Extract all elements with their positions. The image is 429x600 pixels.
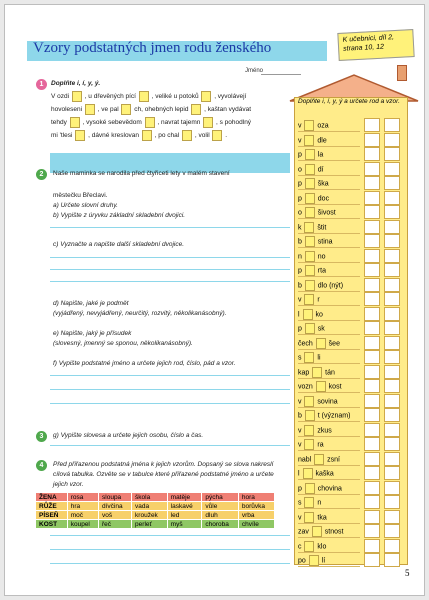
word-text: p sk: [298, 323, 325, 334]
table-row: [36, 511, 275, 520]
letter-blank[interactable]: [305, 265, 315, 276]
letter-blank[interactable]: [305, 251, 315, 262]
word-text: b t (význam): [298, 410, 350, 421]
pattern-box[interactable]: [384, 321, 400, 335]
letter-blank[interactable]: [304, 439, 314, 450]
letter-blank[interactable]: [182, 130, 192, 141]
word-row: [298, 437, 406, 451]
textbook-note: K učebnici, díl 2, strana 10, 12: [337, 29, 414, 61]
word-text: l kaška: [298, 468, 334, 479]
letter-blank[interactable]: [314, 454, 324, 465]
pattern-box[interactable]: [384, 510, 400, 524]
word-row: [298, 133, 406, 147]
exercise-number-2: 2: [36, 169, 47, 180]
word-text: s li: [298, 352, 321, 363]
table-cell: perleť: [132, 520, 168, 529]
gender-box[interactable]: [364, 292, 380, 306]
page-title: Vzory podstatných jmen rodu ženského: [33, 40, 272, 56]
ex2-d: d) Napište, jaké je podmět: [53, 300, 129, 307]
letter-blank[interactable]: [305, 236, 315, 247]
answer-line[interactable]: [50, 375, 290, 376]
word-row: [298, 379, 406, 393]
letter-blank[interactable]: [316, 338, 326, 349]
table-cell: vada: [132, 502, 168, 511]
word-text: l ko: [298, 309, 323, 320]
word-text: v ra: [298, 439, 324, 450]
word-row: [298, 191, 406, 205]
letter-blank[interactable]: [304, 425, 314, 436]
table-cell: chvíle: [238, 520, 274, 529]
answer-line[interactable]: [50, 549, 290, 550]
table-cell: hra: [67, 502, 98, 511]
pattern-box[interactable]: [384, 263, 400, 277]
letter-blank[interactable]: [201, 91, 211, 102]
pattern-box[interactable]: [384, 524, 400, 538]
table-cell: moč: [67, 511, 98, 520]
ex2-intro-2: městečku Břeclavi.: [53, 192, 108, 199]
letter-blank[interactable]: [191, 104, 201, 115]
ex2-f: f) Vypište podstatné jméno a určete jejich rod, číslo, pád a vzor.: [53, 360, 236, 367]
pattern-box[interactable]: [384, 408, 400, 422]
pattern-box[interactable]: [384, 350, 400, 364]
table-cell: vrba: [238, 511, 274, 520]
word-text: v sovina: [298, 396, 338, 407]
pattern-box[interactable]: [384, 205, 400, 219]
letter-blank[interactable]: [72, 91, 82, 102]
word-row: [298, 553, 406, 567]
answer-line[interactable]: [50, 389, 290, 390]
ex1-line: V ozdi , u dřevěných pící , veliké u potoků , vyvolávejí: [51, 91, 289, 102]
pattern-box[interactable]: [384, 278, 400, 292]
table-cell: dívčina: [99, 502, 132, 511]
letter-blank[interactable]: [75, 130, 85, 141]
gender-box[interactable]: [364, 263, 380, 277]
letter-blank[interactable]: [304, 222, 314, 233]
word-text: c klo: [298, 541, 326, 552]
pattern-box[interactable]: [384, 379, 400, 393]
letter-blank[interactable]: [316, 381, 326, 392]
pattern-box[interactable]: [384, 437, 400, 451]
letter-blank[interactable]: [304, 294, 314, 305]
pattern-box[interactable]: [384, 118, 400, 132]
table-cell: pýcha: [202, 493, 238, 502]
word-text: kap tán: [298, 367, 335, 378]
ex2-a: a) Určete slovní druhy.: [53, 202, 118, 209]
gender-box[interactable]: [364, 408, 380, 422]
letter-blank[interactable]: [305, 207, 315, 218]
word-row: [298, 118, 406, 132]
gender-box[interactable]: [364, 379, 380, 393]
ex4-text: Před přiřazenou podstatná jména k jejich vzorům. Dopsaný se slova nakreslí cílová tabulka. Ozvěte se v tabulce které přiřazené podstatné jméno a určete jejich vzor.: [53, 461, 274, 488]
gender-box[interactable]: [364, 176, 380, 190]
word-row: [298, 510, 406, 524]
table-cell: myš: [167, 520, 202, 529]
pattern-name: KOST: [36, 520, 68, 529]
table-row: [36, 493, 275, 502]
table-cell: rosa: [67, 493, 98, 502]
pattern-box[interactable]: [384, 394, 400, 408]
letter-blank[interactable]: [203, 117, 213, 128]
ex2-intro: Naše maminka se narodila před čtyřiceti lety v malém stavení: [53, 170, 230, 177]
pattern-box[interactable]: [384, 133, 400, 147]
gender-box[interactable]: [364, 234, 380, 248]
gender-box[interactable]: [364, 133, 380, 147]
gender-box[interactable]: [364, 495, 380, 509]
ex2-c: c) Vyznačte a napište další skladební dvojice.: [53, 241, 185, 248]
word-text: b stina: [298, 236, 333, 247]
word-row: [298, 481, 406, 495]
word-row: [298, 524, 406, 538]
word-row: [298, 162, 406, 176]
pattern-box[interactable]: [384, 292, 400, 306]
letter-blank[interactable]: [70, 117, 80, 128]
word-text: v oza: [298, 120, 329, 131]
word-text: p rta: [298, 265, 326, 276]
word-text: v dle: [298, 135, 327, 146]
gender-box[interactable]: [364, 466, 380, 480]
word-text: k štit: [298, 222, 326, 233]
table-row: [36, 502, 275, 511]
word-row: [298, 176, 406, 190]
letter-blank[interactable]: [303, 309, 313, 320]
word-text: čech šee: [298, 338, 340, 349]
gender-box[interactable]: [364, 220, 380, 234]
word-row: [298, 205, 406, 219]
pattern-box[interactable]: [384, 307, 400, 321]
gender-box[interactable]: [364, 452, 380, 466]
letter-blank[interactable]: [121, 104, 131, 115]
answer-line[interactable]: [50, 563, 290, 564]
table-cell: matěje: [167, 493, 202, 502]
word-text: nabl zsní: [298, 454, 340, 465]
word-row: [298, 452, 406, 466]
table-cell: led: [167, 511, 202, 520]
word-text: o dí: [298, 164, 324, 175]
word-row: [298, 263, 406, 277]
word-row: [298, 147, 406, 161]
pattern-box[interactable]: [384, 452, 400, 466]
ex1-line: tehdy , vysoké sebevědom , navrat tajemn , s pohodlný: [51, 117, 289, 128]
word-text: p la: [298, 149, 323, 160]
letter-blank[interactable]: [305, 149, 315, 160]
word-text: vozn kost: [298, 381, 342, 392]
word-text: o šivost: [298, 207, 336, 218]
table-cell: koupel: [67, 520, 98, 529]
gender-box[interactable]: [364, 147, 380, 161]
letter-blank[interactable]: [139, 91, 149, 102]
gender-box[interactable]: [364, 524, 380, 538]
letter-blank[interactable]: [305, 193, 315, 204]
pattern-name: ŽENA: [36, 493, 68, 502]
word-row: [298, 307, 406, 321]
gender-box[interactable]: [364, 249, 380, 263]
gender-box[interactable]: [364, 336, 380, 350]
word-row: [298, 321, 406, 335]
word-row: [298, 234, 406, 248]
letter-blank[interactable]: [304, 352, 314, 363]
gender-box[interactable]: [364, 437, 380, 451]
letter-blank[interactable]: [142, 130, 152, 141]
letter-blank[interactable]: [304, 497, 314, 508]
pattern-box[interactable]: [384, 423, 400, 437]
gender-box[interactable]: [364, 423, 380, 437]
table-cell: dluh: [202, 511, 238, 520]
letter-blank[interactable]: [85, 104, 95, 115]
word-text: b dlo (nýt): [298, 280, 343, 291]
gender-box[interactable]: [364, 321, 380, 335]
ex2-d2: (vyjádřený, nevyjádřený, neurčitý, rozvitý, několikanásobný).: [53, 310, 227, 317]
table-cell: vůle: [202, 502, 238, 511]
letter-blank[interactable]: [304, 512, 314, 523]
letter-blank[interactable]: [309, 555, 319, 566]
word-row: [298, 495, 406, 509]
table-cell: hora: [238, 493, 274, 502]
answer-line[interactable]: [50, 403, 290, 404]
pattern-box[interactable]: [384, 176, 400, 190]
answer-line[interactable]: [50, 445, 290, 446]
gender-box[interactable]: [364, 118, 380, 132]
table-cell: kroužek: [132, 511, 168, 520]
table-cell: laskavé: [167, 502, 202, 511]
ex1-line: hovoleseni , ve pal ch, ohebných lepid , kaštan vydávat: [51, 104, 289, 115]
letter-blank[interactable]: [312, 367, 322, 378]
word-row: [298, 292, 406, 306]
word-row: [298, 336, 406, 350]
table-cell: sloupa: [99, 493, 132, 502]
gender-box[interactable]: [364, 205, 380, 219]
table-cell: škola: [132, 493, 168, 502]
letter-blank[interactable]: [145, 117, 155, 128]
ex2-b: b) Vypište z úryvku základní skladební dvojici.: [53, 212, 186, 219]
word-text: s n: [298, 497, 321, 508]
page-number: 5: [405, 568, 410, 578]
gender-box[interactable]: [364, 162, 380, 176]
table-cell: choroba: [202, 520, 238, 529]
word-text: v zkus: [298, 425, 332, 436]
ex2-e: e) Napište, jaký je přísudek: [53, 330, 132, 337]
gender-box[interactable]: [364, 510, 380, 524]
word-row: [298, 423, 406, 437]
worksheet-page: [4, 4, 425, 596]
ex1-heading: Doplňte i, í, y, ý.: [51, 80, 101, 87]
pattern-box[interactable]: [384, 191, 400, 205]
answer-line[interactable]: [50, 269, 290, 270]
word-row: [298, 539, 406, 553]
letter-blank[interactable]: [304, 120, 314, 131]
letter-blank[interactable]: [304, 541, 314, 552]
pattern-box[interactable]: [384, 466, 400, 480]
table-cell: borůvka: [238, 502, 274, 511]
word-text: zav stnost: [298, 526, 343, 537]
gender-box[interactable]: [364, 307, 380, 321]
answer-line[interactable]: [50, 281, 290, 282]
letter-blank[interactable]: [305, 164, 315, 175]
word-text: p ška: [298, 178, 329, 189]
pattern-name: RŮŽE: [36, 502, 68, 511]
word-row: [298, 365, 406, 379]
letter-blank[interactable]: [303, 468, 313, 479]
letter-blank[interactable]: [305, 483, 315, 494]
word-row: [298, 278, 406, 292]
ex2-g: g) Vypište slovesa a určete jejich osobu, číslo a čas.: [53, 432, 204, 439]
gender-box[interactable]: [364, 350, 380, 364]
answer-line[interactable]: [50, 535, 290, 536]
pattern-box[interactable]: [384, 249, 400, 263]
pattern-box[interactable]: [384, 234, 400, 248]
gender-box[interactable]: [364, 394, 380, 408]
word-text: v tka: [298, 512, 327, 523]
ex1-line: mi 'tlesi , dávné kreslovan , po chal , volil .: [51, 130, 289, 141]
letter-blank[interactable]: [304, 396, 314, 407]
answer-line[interactable]: [50, 257, 290, 258]
answer-line[interactable]: [50, 227, 290, 228]
word-text: po lí: [298, 555, 325, 566]
table-cell: voš: [99, 511, 132, 520]
word-column-heading: Doplňte i, í, y, ý a určete rod a vzor.: [298, 98, 400, 105]
letter-blank[interactable]: [305, 410, 315, 421]
word-row: [298, 249, 406, 263]
word-text: p chovina: [298, 483, 342, 494]
word-row: [298, 394, 406, 408]
pattern-box[interactable]: [384, 365, 400, 379]
letter-blank[interactable]: [305, 280, 315, 291]
letter-blank[interactable]: [312, 526, 322, 537]
word-row: [298, 466, 406, 480]
letter-blank[interactable]: [305, 323, 315, 334]
noun-table: [35, 492, 275, 529]
word-row: [298, 350, 406, 364]
table-cell: řeč: [99, 520, 132, 529]
pattern-name: PÍSEŇ: [36, 511, 68, 520]
pattern-box[interactable]: [384, 162, 400, 176]
word-text: n no: [298, 251, 326, 262]
pattern-box[interactable]: [384, 220, 400, 234]
word-text: v r: [298, 294, 320, 305]
gender-box[interactable]: [364, 278, 380, 292]
pattern-box[interactable]: [384, 481, 400, 495]
gender-box[interactable]: [364, 365, 380, 379]
pattern-box[interactable]: [384, 539, 400, 553]
gender-box[interactable]: [364, 191, 380, 205]
exercise-number-3: 3: [36, 431, 47, 442]
exercise-number-1: 1: [36, 79, 47, 90]
gender-box[interactable]: [364, 539, 380, 553]
table-row: [36, 520, 275, 529]
letter-blank[interactable]: [304, 135, 314, 146]
pattern-box[interactable]: [384, 553, 400, 567]
pattern-box[interactable]: [384, 336, 400, 350]
word-text: p doc: [298, 193, 329, 204]
word-row: [298, 220, 406, 234]
pattern-box[interactable]: [384, 495, 400, 509]
word-row: [298, 408, 406, 422]
exercise-number-4: 4: [36, 460, 47, 471]
gender-box[interactable]: [364, 481, 380, 495]
letter-blank[interactable]: [305, 178, 315, 189]
gender-box[interactable]: [364, 553, 380, 567]
ex2-e2: (slovesný, jmenný se sponou, několikanásobný).: [53, 340, 193, 347]
pattern-box[interactable]: [384, 147, 400, 161]
name-label: Jméno: [245, 68, 264, 74]
letter-blank[interactable]: [212, 130, 222, 141]
